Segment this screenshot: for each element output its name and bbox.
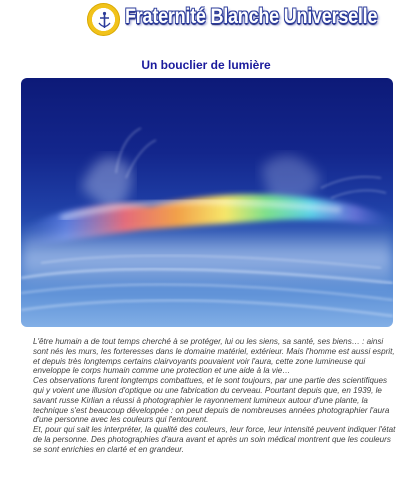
site-header xyxy=(0,0,412,42)
circle-emblem-icon[interactable] xyxy=(87,3,120,36)
page-title: Un bouclier de lumière xyxy=(141,58,271,72)
article-image xyxy=(21,78,393,327)
article-paragraph: Et, pour qui sait les interpréter, la qualité des couleurs, leur force, leur intensité peuvent indiquer l'état de la personne. Des photographies d'aura avant et après un soin médical montrent que les couleurs se sont enrichies en clarté et en grandeur. xyxy=(33,425,396,454)
article-body xyxy=(33,337,397,455)
article-paragraph: L'être humain a de tout temps cherché à se protéger, lui ou les siens, sa santé, ses biens… : ainsi sont nés les murs, les forteresses dans le domaine matériel, extérieur. Mais l'homme est aussi esprit, et depuis très longtemps certains clairvoyants pouvaient voir l'aura, cette zone lumineuse qui enveloppe le corps humain comme une protection et une aide à la vie… xyxy=(33,337,395,376)
article-paragraph: Ces observations furent longtemps combattues, et le sont toujours, par une partie des scientifiques qui y voient une illusion d'optique ou une fabrication du cerveau. Pourtant depuis que, en 1939, le savant russe Kirlian a réussi à photographier le rayonnement lumineux autour d'une plante, la technique s'est beaucoup développée : on peut depuis de nombreuses années photographier l'aura d'une personne avec les couleurs qui l'entourent. xyxy=(33,376,390,425)
site-title[interactable]: Fraternité Blanche Universelle xyxy=(125,5,378,28)
